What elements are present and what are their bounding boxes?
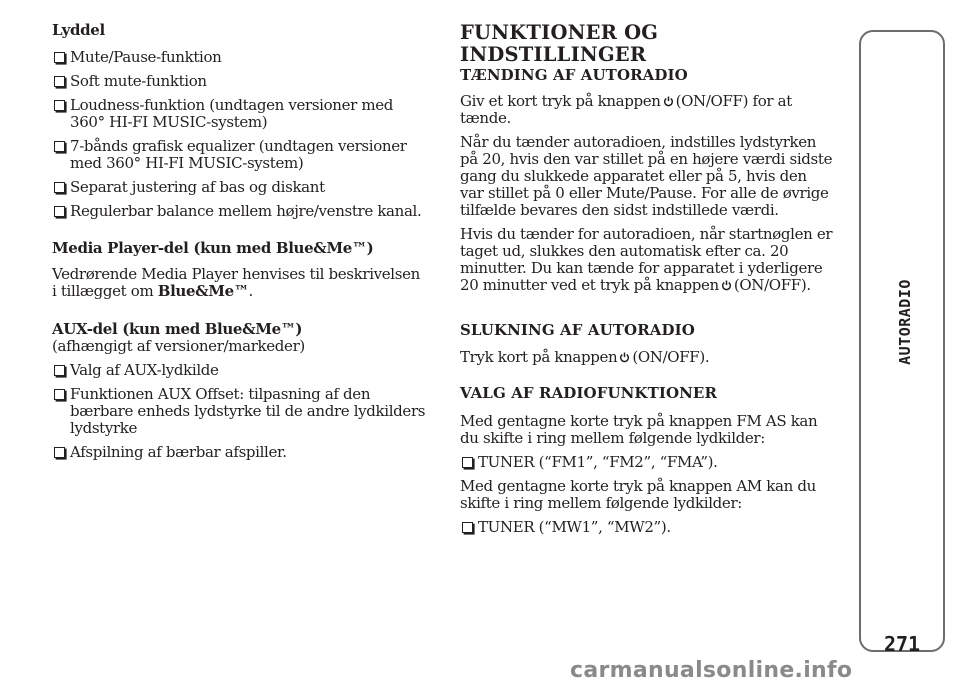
list-item: Afspilning af bærbar afspiller. bbox=[52, 444, 287, 461]
paragraph-line: gang du slukkede apparatet eller på 5, hvis den bbox=[460, 167, 807, 185]
paragraph-line: du skifte i ring mellem følgende lydkilder: bbox=[460, 429, 765, 447]
paragraph-line: Med gentagne korte tryk på knappen FM AS kan bbox=[460, 412, 818, 430]
chapter-tab-label: AUTORADIO bbox=[896, 279, 914, 365]
paragraph-line: på 20, hvis den var stillet på en højere værdi sidste bbox=[460, 150, 833, 168]
checkbox-bullet-icon bbox=[54, 389, 65, 400]
checkbox-bullet-icon bbox=[54, 52, 65, 63]
paragraph: tænde. bbox=[460, 109, 511, 127]
checkbox-bullet-icon bbox=[462, 457, 473, 468]
paragraph-line: Hvis du tænder for autoradioen, når startnøglen er bbox=[460, 225, 833, 243]
paragraph: Giv et kort tryk på knappen (ON/OFF) for at bbox=[460, 92, 792, 110]
list-item: Valg af AUX-lydkilde bbox=[52, 362, 219, 379]
section-heading: TÆNDING AF AUTORADIO bbox=[460, 66, 688, 84]
paragraph: Tryk kort på knappen (ON/OFF). bbox=[460, 348, 710, 366]
paragraph-line: var stillet på 0 eller Mute/Pause. For alle de øvrige bbox=[460, 184, 829, 202]
list-item: Separat justering af bas og diskant bbox=[52, 179, 325, 196]
list-item: TUNER (“FM1”, “FM2”, “FMA”). bbox=[460, 454, 718, 471]
paragraph-line: skifte i ring mellem følgende lydkilder: bbox=[460, 494, 742, 512]
media-player-text: Vedrørende Media Player henvises til beskrivelsen bbox=[52, 265, 420, 283]
list-item: TUNER (“MW1”, “MW2”). bbox=[460, 519, 671, 536]
list-item: Mute/Pause-funktion bbox=[52, 49, 221, 66]
list-item-continued: bærbare enheds lydstyrke til de andre lydkilders bbox=[70, 402, 426, 420]
checkbox-bullet-icon bbox=[54, 206, 65, 217]
lyddel-heading: Lyddel bbox=[52, 21, 105, 39]
paragraph-line: Når du tænder autoradioen, indstilles lydstyrken bbox=[460, 133, 817, 151]
list-item-continued: 360° HI-FI MUSIC-system) bbox=[70, 113, 268, 131]
checkbox-bullet-icon bbox=[462, 522, 473, 533]
checkbox-bullet-icon bbox=[54, 100, 65, 111]
list-item: 7-bånds grafisk equalizer (undtagen versioner bbox=[52, 138, 407, 155]
page-number: 271 bbox=[883, 632, 921, 656]
paragraph-line: taget ud, slukkes den automatisk efter ca. 20 bbox=[460, 242, 789, 260]
list-item: Funktionen AUX Offset: tilpasning af den bbox=[52, 386, 370, 403]
paragraph-line: minutter. Du kan tænde for apparatet i yderligere bbox=[460, 259, 823, 277]
section-heading: SLUKNING AF AUTORADIO bbox=[460, 321, 695, 339]
checkbox-bullet-icon bbox=[54, 76, 65, 87]
page-title: FUNKTIONER OG INDSTILLINGER bbox=[460, 21, 659, 66]
media-player-text: i tillægget om Blue&Me™. bbox=[52, 282, 253, 300]
aux-heading: AUX-del (kun med Blue&Me™) bbox=[52, 320, 303, 338]
paragraph-line: 20 minutter ved et tryk på knappen (ON/OFF). bbox=[460, 276, 811, 294]
checkbox-bullet-icon bbox=[54, 365, 65, 376]
list-item: Soft mute-funktion bbox=[52, 73, 207, 90]
checkbox-bullet-icon bbox=[54, 141, 65, 152]
power-button-icon bbox=[663, 96, 674, 107]
checkbox-bullet-icon bbox=[54, 182, 65, 193]
checkbox-bullet-icon bbox=[54, 447, 65, 458]
list-item: Regulerbar balance mellem højre/venstre kanal. bbox=[52, 203, 421, 220]
list-item: Loudness-funktion (undtagen versioner med bbox=[52, 97, 393, 114]
paragraph-line: Med gentagne korte tryk på knappen AM kan du bbox=[460, 477, 816, 495]
power-button-icon bbox=[721, 280, 732, 291]
paragraph-line: tilfælde bevares den sidst indstillede værdi. bbox=[460, 201, 779, 219]
list-item-continued: lydstyrke bbox=[70, 419, 138, 437]
list-item-continued: med 360° HI-FI MUSIC-system) bbox=[70, 154, 304, 172]
power-button-icon bbox=[619, 352, 630, 363]
watermark: carmanualsonline.info bbox=[570, 658, 853, 683]
aux-subheading: (afhængigt af versioner/markeder) bbox=[52, 337, 305, 355]
media-player-heading: Media Player-del (kun med Blue&Me™) bbox=[52, 239, 374, 257]
section-heading: VALG AF RADIOFUNKTIONER bbox=[460, 384, 718, 402]
